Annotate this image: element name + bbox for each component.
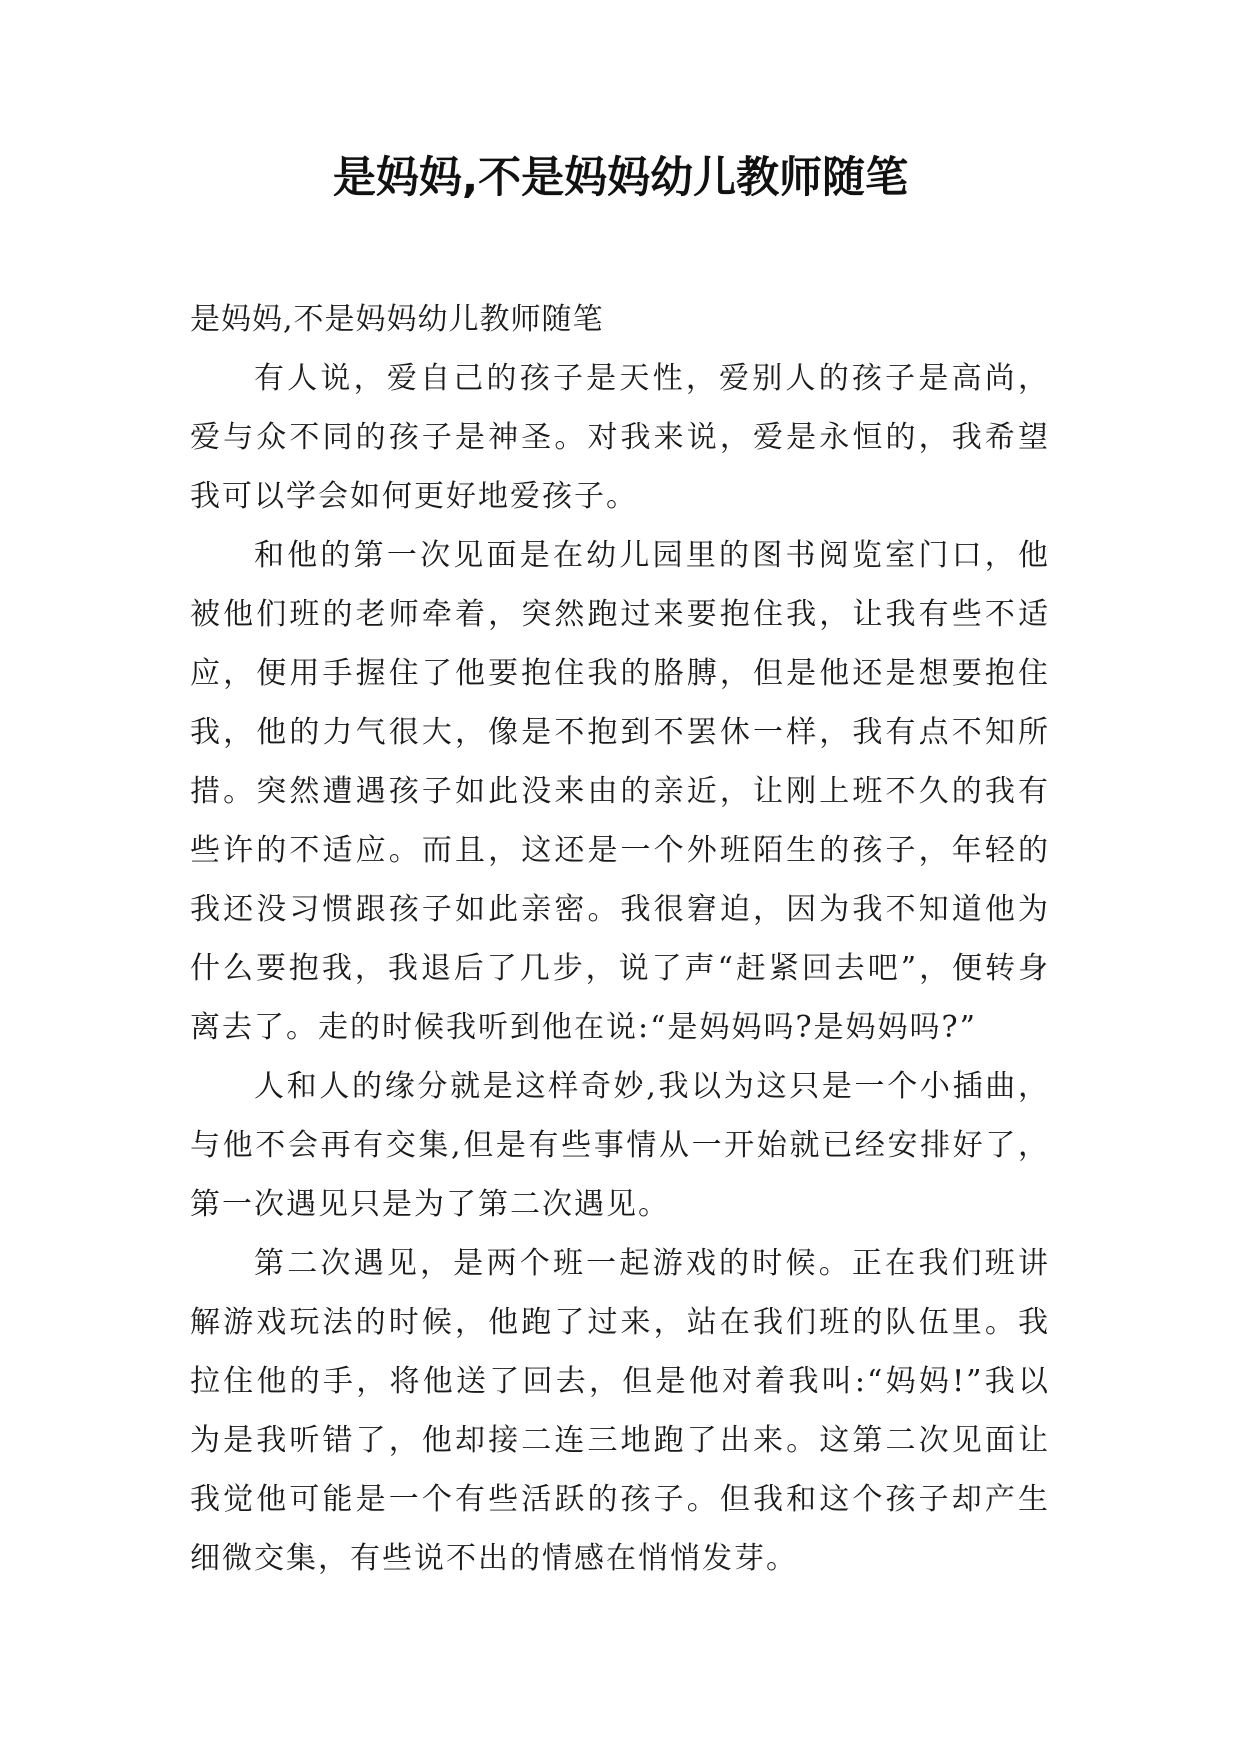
document-body: [190, 290, 1050, 1588]
document-subtitle: 是妈妈,不是妈妈幼儿教师随笔: [190, 302, 604, 337]
paragraph-1: 有人说，爱自己的孩子是天性，爱别人的孩子是高尚，爱与众不同的孩子是神圣。对我来说，爱是永恒的，我希望我可以学会如何更好地爱孩子。: [190, 361, 1050, 514]
paragraph-3: 人和人的缘分就是这样奇妙,我以为这只是一个小插曲，与他不会再有交集,但是有些事情从一开始就已经安排好了，第一次遇见只是为了第二次遇见。: [190, 1069, 1050, 1222]
paragraph-4: 第二次遇见，是两个班一起游戏的时候。正在我们班讲解游戏玩法的时候，他跑了过来，站在我们班的队伍里。我拉住他的手，将他送了回去，但是他对着我叫:“妈妈!”我以为是我听错了，他却接二连三地跑了出来。这第二次见面让我觉他可能是一个有些活跃的孩子。但我和这个孩子却产生细微交集，有些说不出的情感在悄悄发芽。: [190, 1246, 1050, 1576]
document-title: 是妈妈,不是妈妈幼儿教师随笔: [332, 153, 909, 203]
paragraph-2: 和他的第一次见面是在幼儿园里的图书阅览室门口，他被他们班的老师牵着，突然跑过来要抱住我，让我有些不适应，便用手握住了他要抱住我的胳膊，但是他还是想要抱住我，他的力气很大，像是不抱到不罢休一样，我有点不知所措。突然遭遇孩子如此没来由的亲近，让刚上班不久的我有些许的不适应。而且，这还是一个外班陌生的孩子，年轻的我还没习惯跟孩子如此亲密。我很窘迫，因为我不知道他为什么要抱我，我退后了几步，说了声“赶紧回去吧”，便转身离去了。走的时候我听到他在说:“是妈妈吗?是妈妈吗?”: [190, 538, 1050, 1045]
